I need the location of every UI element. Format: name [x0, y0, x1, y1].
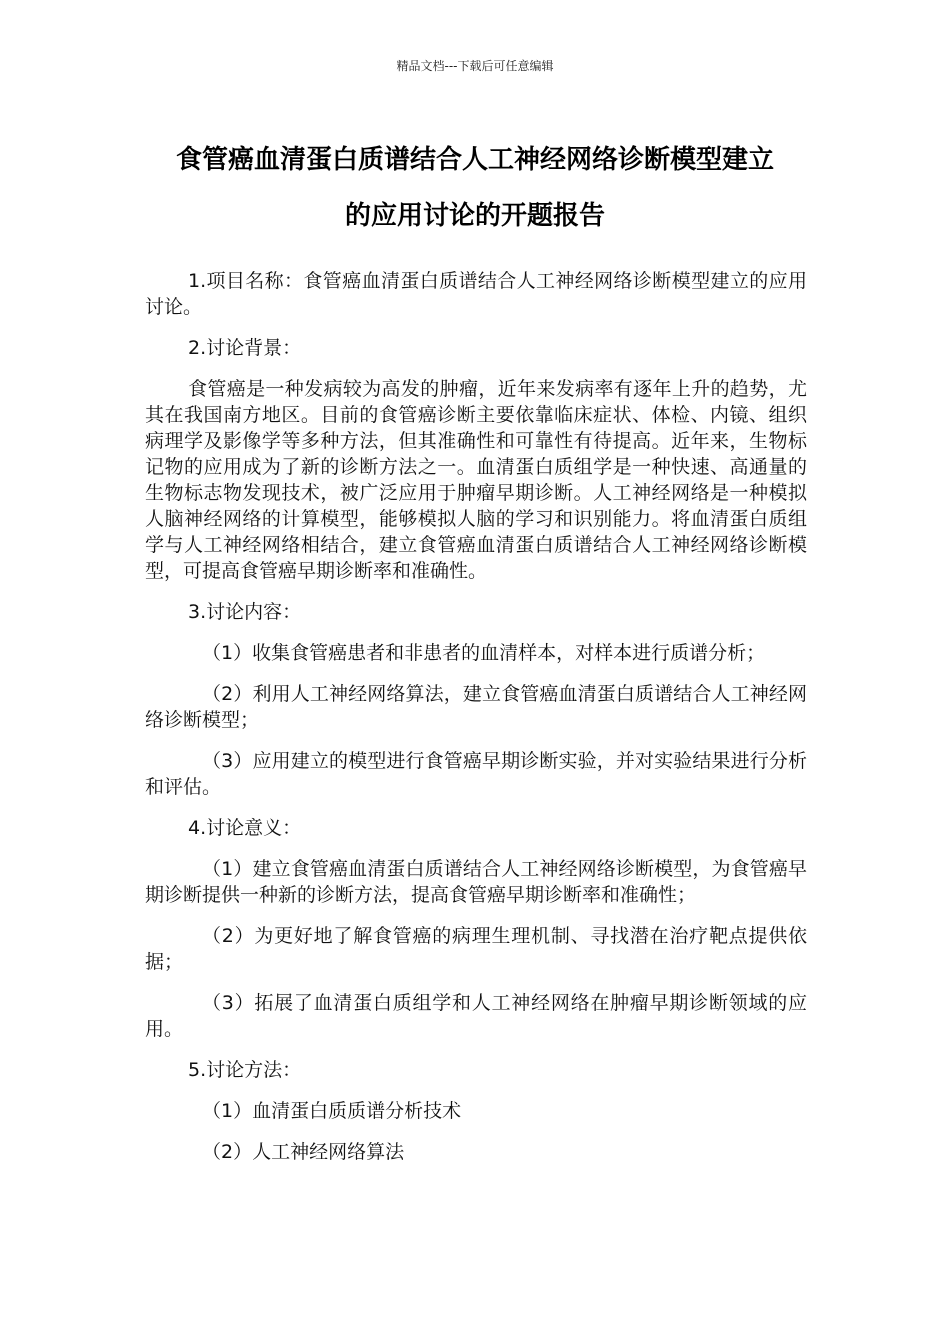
heading-methods: 5.讨论方法：: [188, 1059, 302, 1081]
title-line-2: 的应用讨论的开题报告: [344, 201, 605, 231]
significance-item-2: （2）为更好地了解食管癌的病理生理机制、寻找潜在治疗靶点提供依据；: [145, 925, 807, 973]
page-header: 精品文档---下载后可任意编辑: [396, 59, 554, 73]
document-body: [145, 268, 807, 1165]
significance-item-3: （3）拓展了血清蛋白质组学和人工神经网络在肿瘤早期诊断领域的应用。: [145, 992, 807, 1040]
heading-background: 2.讨论背景：: [188, 337, 302, 359]
content-item-2: （2）利用人工神经网络算法，建立食管癌血清蛋白质谱结合人工神经网络诊断模型；: [145, 683, 807, 731]
heading-content: 3.讨论内容：: [188, 601, 302, 623]
method-item-2: （2）人工神经网络算法: [202, 1141, 405, 1163]
document-title: [145, 132, 805, 244]
heading-significance: 4.讨论意义：: [188, 817, 302, 839]
content-item-3: （3）应用建立的模型进行食管癌早期诊断实验，并对实验结果进行分析和评估。: [145, 750, 807, 798]
method-item-1: （1）血清蛋白质质谱分析技术: [202, 1100, 462, 1122]
paragraph-project-name: 1.项目名称：食管癌血清蛋白质谱结合人工神经网络诊断模型建立的应用讨论。: [145, 270, 807, 318]
content-item-1: （1）收集食管癌患者和非患者的血清样本，对样本进行质谱分析；: [202, 642, 766, 664]
significance-item-1: （1）建立食管癌血清蛋白质谱结合人工神经网络诊断模型，为食管癌早期诊断提供一种新的诊断方法，提高食管癌早期诊断率和准确性；: [145, 858, 807, 906]
title-line-1: 食管癌血清蛋白质谱结合人工神经网络诊断模型建立: [175, 145, 774, 175]
paragraph-background: 食管癌是一种发病较为高发的肿瘤，近年来发病率有逐年上升的趋势，尤其在我国南方地区。目前的食管癌诊断主要依靠临床症状、体检、内镜、组织病理学及影像学等多种方法，但其准确性和可靠性有待提高。近年来，生物标记物的应用成为了新的诊断方法之一。血清蛋白质组学是一种快速、高通量的生物标志物发现技术，被广泛应用于肿瘤早期诊断。人工神经网络是一种模拟人脑神经网络的计算模型，能够模拟人脑的学习和识别能力。将血清蛋白质组学与人工神经网络相结合，建立食管癌血清蛋白质谱结合人工神经网络诊断模型，可提高食管癌早期诊断率和准确性。: [145, 378, 807, 582]
